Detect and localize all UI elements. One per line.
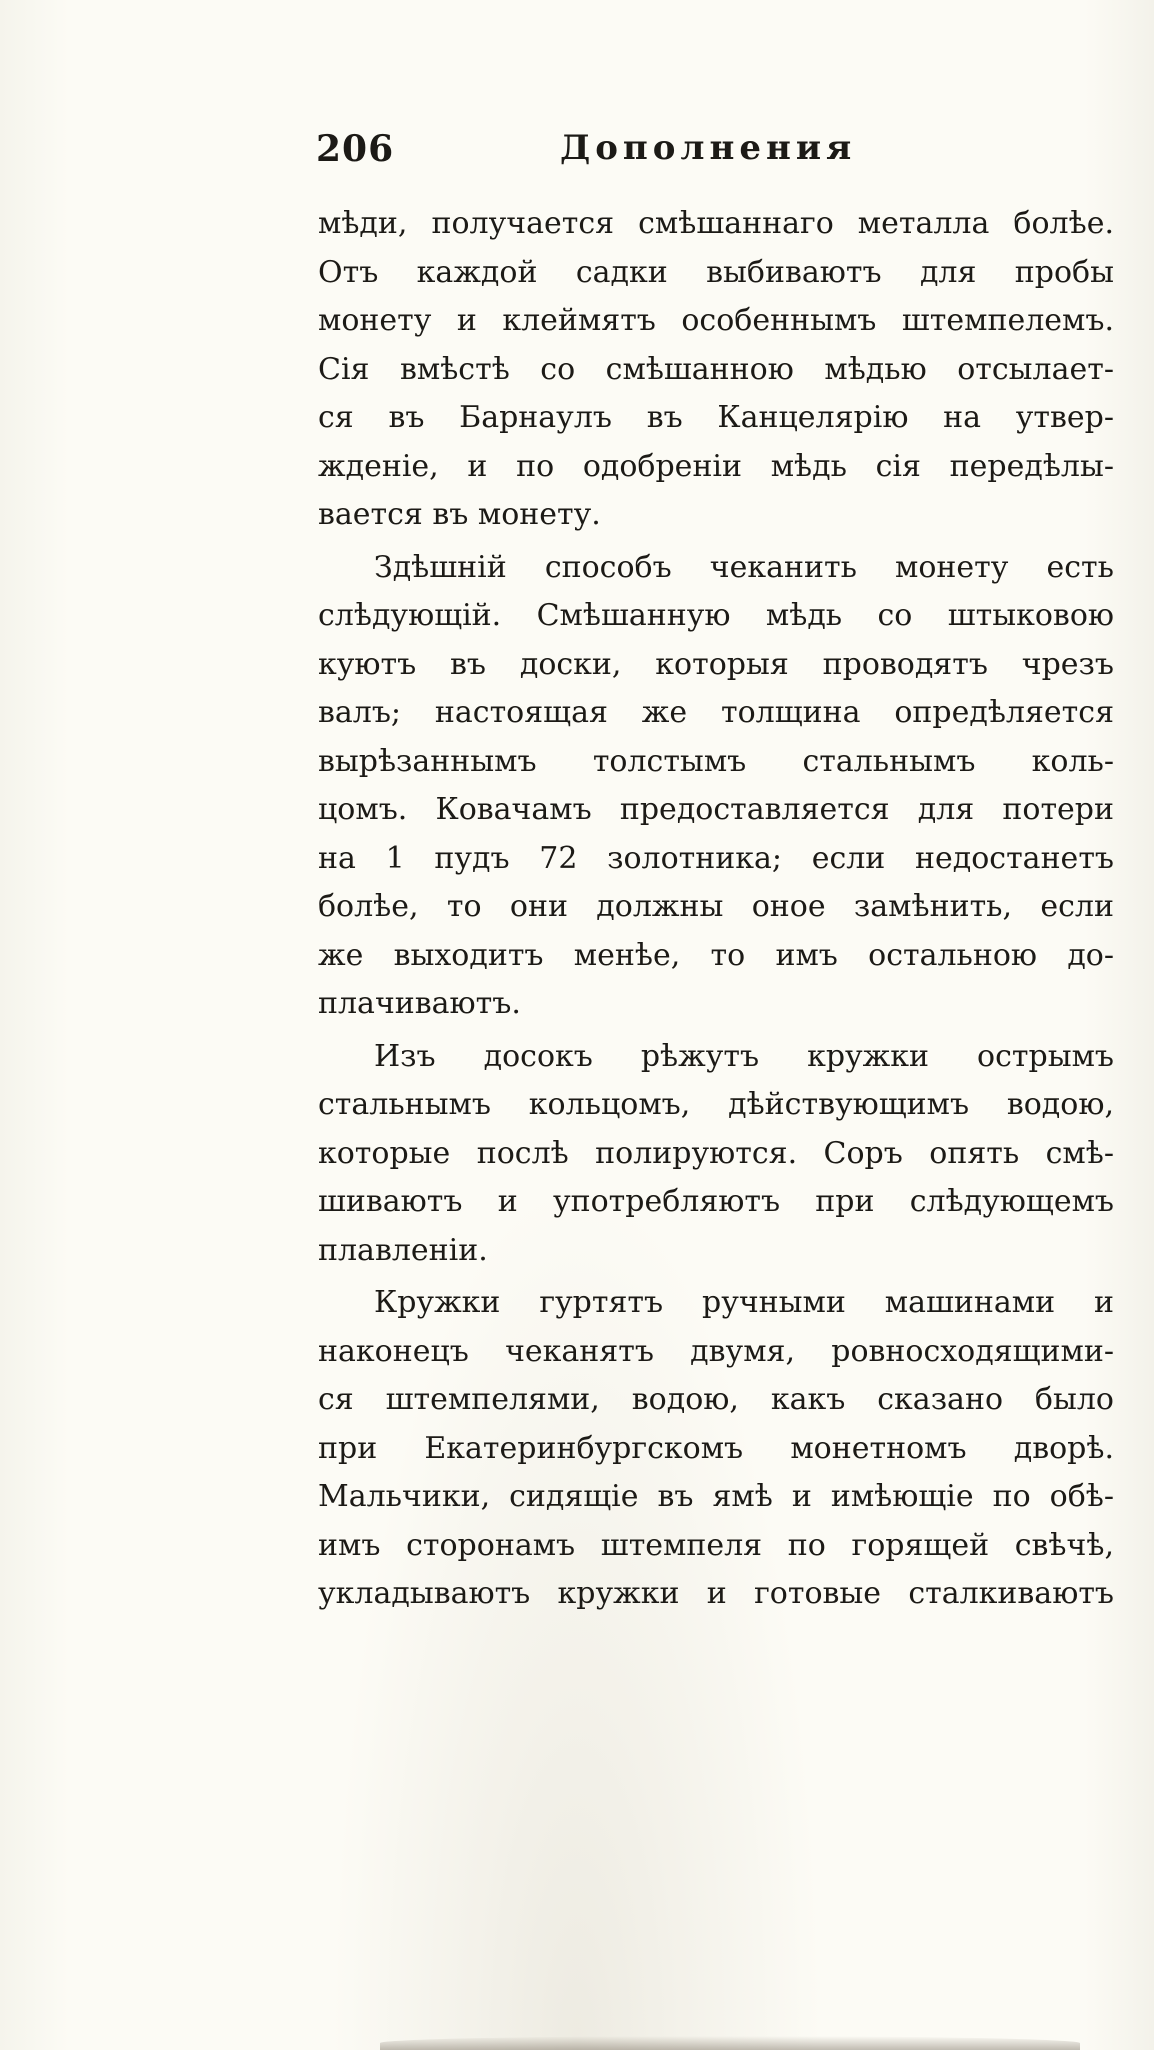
text-line: имъ сторонамъ штемпеля по горящей свѣчѣ, <box>318 1527 1114 1563</box>
text-line: мѣди, получается смѣшаннаго металла болѣе. <box>318 206 1114 241</box>
text-line: плавленіи. <box>318 1232 488 1268</box>
text-line: Здѣшній способъ чеканить монету есть <box>374 549 1114 585</box>
text-line: вается въ монету. <box>318 497 601 532</box>
paragraph <box>318 1033 1114 1276</box>
text-line: же выходитъ менѣе, то имъ остальною до- <box>318 937 1114 973</box>
text-line: стальнымъ кольцомъ, дѣйствующимъ водою, <box>318 1087 1114 1122</box>
paragraph <box>318 1279 1114 1619</box>
text-line: цомъ. Ковачамъ предоставляется для потери <box>318 792 1114 827</box>
text-line: которые послѣ полируются. Соръ опять смѣ- <box>318 1135 1114 1171</box>
page-header <box>316 128 876 172</box>
text-line: Кружки гуртятъ ручными машинами и <box>374 1285 1114 1320</box>
text-line: вырѣзаннымъ толстымъ стальнымъ коль- <box>318 743 1114 779</box>
body-text <box>318 200 1114 1619</box>
text-line: монету и клеймятъ особеннымъ штемпелемъ. <box>318 303 1114 338</box>
text-line: Изъ досокъ рѣжутъ кружки острымъ <box>374 1038 1114 1074</box>
text-line: валъ; настоящая же толщина опредѣляется <box>318 695 1114 730</box>
text-line: жденіе, и по одобреніи мѣдь сія передѣлы- <box>318 448 1114 484</box>
paragraph <box>318 544 1114 1029</box>
text-line: ся въ Барнаулъ въ Канцелярію на утвер- <box>318 400 1114 435</box>
text-line: болѣе, то они должны оное замѣнить, если <box>318 889 1114 924</box>
paragraph <box>318 200 1114 540</box>
text-line: наконецъ чеканятъ двумя, ровносходящими- <box>318 1333 1114 1369</box>
text-line: плачиваютъ. <box>318 986 521 1021</box>
text-line: Мальчики, сидящіе въ ямѣ и имѣющіе по обѣ- <box>318 1479 1114 1514</box>
text-line: куютъ въ доски, которыя проводятъ чрезъ <box>318 646 1114 682</box>
text-line: при Екатеринбургскомъ монетномъ дворѣ. <box>318 1430 1114 1466</box>
text-line: шиваютъ и употребляютъ при слѣдующемъ <box>318 1184 1114 1219</box>
running-head: Дополнения <box>560 128 857 168</box>
text-line: на 1 пудъ 72 золотника; если недостанетъ <box>318 840 1114 876</box>
text-line: ся штемпелями, водою, какъ сказано было <box>318 1382 1114 1417</box>
text-line: Отъ каждой садки выбиваютъ для пробы <box>318 254 1114 290</box>
page-edge-shadow <box>380 2036 1080 2050</box>
page-number: 206 <box>316 128 395 170</box>
text-line: Сія вмѣстѣ со смѣшанною мѣдью отсылает- <box>318 351 1114 387</box>
text-line: укладываютъ кружки и готовые сталкиваютъ <box>318 1576 1114 1611</box>
text-line: слѣдующій. Смѣшанную мѣдь со штыковою <box>318 598 1114 633</box>
